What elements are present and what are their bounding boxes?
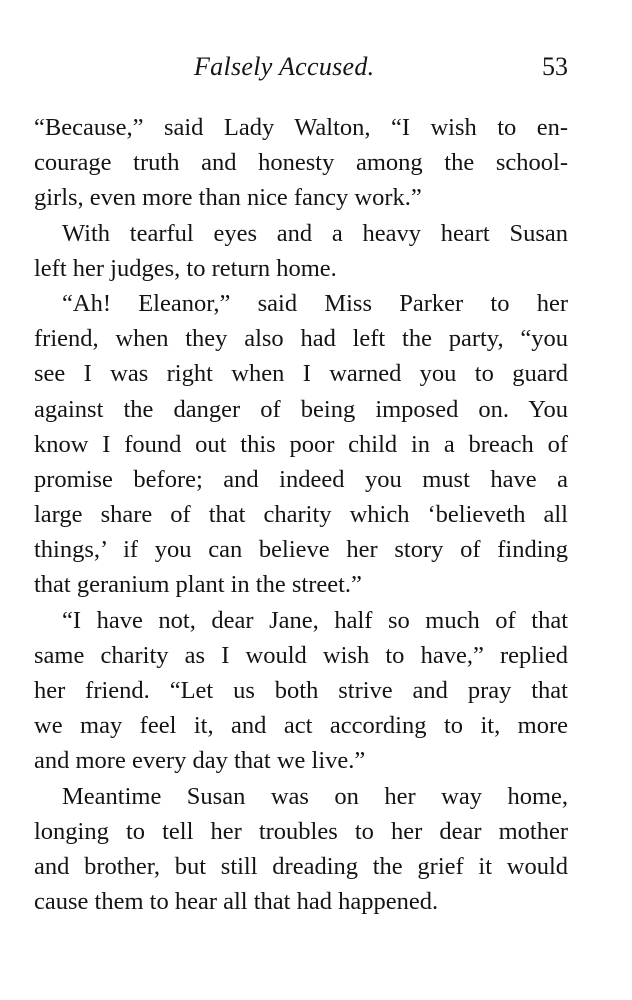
text-line: “I have not, dear Jane, half so much of that bbox=[62, 606, 568, 634]
text-line: left her judges, to return home. bbox=[34, 254, 337, 282]
page-number: 53 bbox=[542, 52, 568, 81]
body-text bbox=[34, 110, 568, 919]
text-line: longing to tell her troubles to her dear mother bbox=[34, 817, 568, 845]
text-line: “Ah! Eleanor,” said Miss Parker to her bbox=[62, 289, 568, 317]
text-line: see I was right when I warned you to guard bbox=[34, 360, 568, 388]
text-line: her friend. “Let us both strive and pray that bbox=[34, 677, 568, 704]
text-line: girls, even more than nice fancy work.” bbox=[34, 184, 422, 212]
text-line: With tearful eyes and a heavy heart Susan bbox=[62, 219, 568, 247]
text-line: courage truth and honesty among the school- bbox=[34, 149, 568, 177]
text-line: Meantime Susan was on her way home, bbox=[62, 782, 568, 810]
text-line: know I found out this poor child in a breach of bbox=[34, 430, 568, 458]
text-line: and more every day that we live.” bbox=[34, 747, 366, 775]
text-line: cause them to hear all that had happened. bbox=[34, 888, 439, 916]
text-line: things,’ if you can believe her story of finding bbox=[34, 536, 568, 564]
text-line: large share of that charity which ‘believeth all bbox=[34, 501, 568, 529]
text-line: and brother, but still dreading the grief it would bbox=[34, 852, 568, 880]
text-line: friend, when they also had left the party, “you bbox=[34, 325, 568, 353]
page-header bbox=[34, 52, 568, 92]
text-line: that geranium plant in the street.” bbox=[34, 571, 362, 599]
text-line: we may feel it, and act according to it, more bbox=[34, 712, 568, 740]
running-title: Falsely Accused. bbox=[194, 52, 375, 81]
text-line: “Because,” said Lady Walton, “I wish to en- bbox=[34, 114, 568, 141]
text-line: same charity as I would wish to have,” replied bbox=[34, 641, 568, 669]
text-line: promise before; and indeed you must have a bbox=[34, 465, 568, 493]
text-line: against the danger of being imposed on. You bbox=[34, 395, 568, 423]
